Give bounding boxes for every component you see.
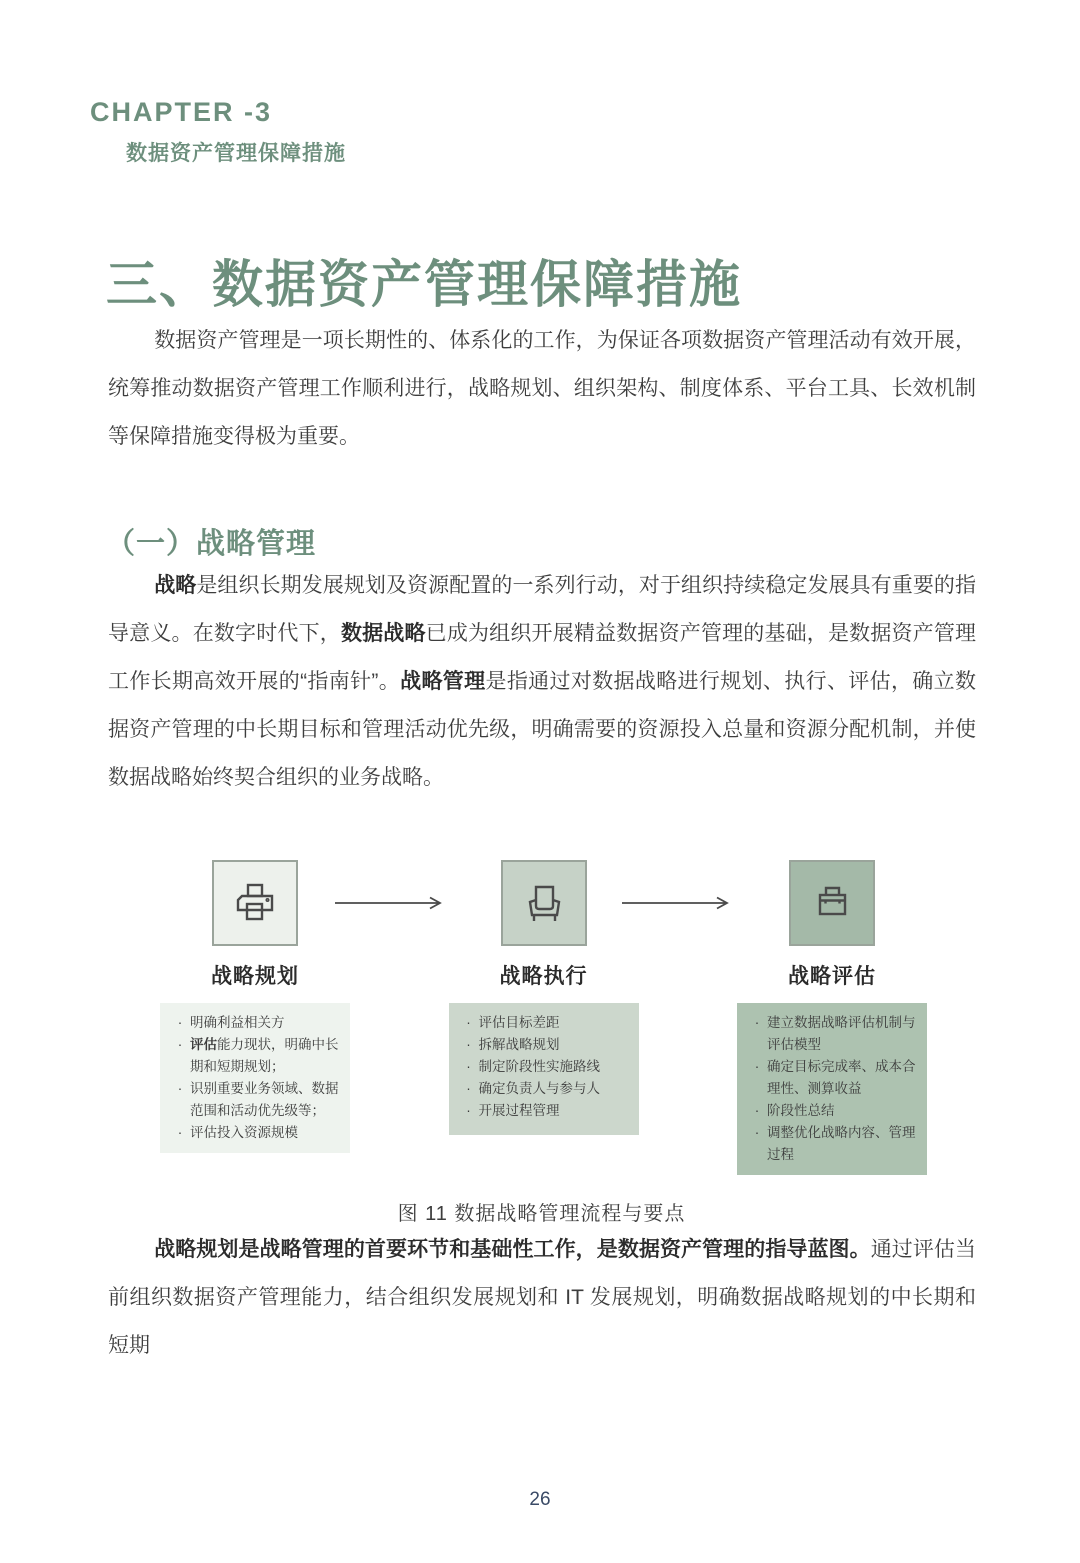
paragraph-segment: 是指通过对数据战略进行规划、执行、评估，确立数据资产管理的中长期目标和管理活动优先级，明确需要的资源投入总量和资源分配机制，并使数据战略始终契合组织的业务战略。 [108, 670, 976, 789]
list-item-text: 制定阶段性实施路线 [478, 1059, 600, 1074]
closing-paragraph [108, 1226, 976, 1370]
list-item [459, 1056, 633, 1078]
list-item [170, 1034, 344, 1078]
step-label: 战略规划 [211, 965, 299, 988]
list-item-text: 确定目标完成率、成本合理性、测算收益 [767, 1059, 916, 1096]
figure-caption: 图 11 数据战略管理流程与要点 [397, 1203, 686, 1225]
strategy-planning-icon-box [212, 860, 298, 946]
bold-term-strategy-management: 战略管理 [400, 670, 486, 693]
list-item [747, 1056, 921, 1100]
step-bullet-list [160, 1003, 350, 1153]
list-item [459, 1034, 633, 1056]
list-item-text: 评估能力现状，明确中长期和短期规划； [190, 1037, 339, 1074]
bullet-marker: · [177, 1037, 183, 1052]
page-number: 26 [529, 1489, 551, 1510]
step-bullet-list [737, 1003, 927, 1175]
bullet-marker: · [466, 1059, 471, 1074]
paragraph-segment: 是组织长期发展规划及资源配置的一系列行动，对于组织持续稳定发展具有重要的指导意义。在数字时代下， [108, 574, 977, 645]
strategy-process-figure [108, 860, 975, 1226]
bullet-marker: · [754, 1125, 760, 1140]
intro-paragraph: 数据资产管理是一项长期性的、体系化的工作，为保证各项数据资产管理活动有效开展，统筹推动数据资产管理工作顺利进行，战略规划、组织架构、制度体系、平台工具、长效机制等保障措施变得极为重要。 [108, 329, 976, 448]
list-item-text: 评估目标差距 [478, 1015, 560, 1030]
bold-term-data-strategy: 数据战略 [340, 622, 426, 645]
closing-regular-segment: 通过评估当前组织数据资产管理能力，结合组织发展规划和 IT 发展规划，明确数据战略规划的中长期和短期 [108, 1238, 976, 1357]
page-title: 三、数据资产管理保障措施 [106, 256, 743, 313]
list-item-text: 阶段性总结 [767, 1103, 835, 1118]
bullet-marker: · [466, 1081, 471, 1096]
step-label: 战略评估 [788, 965, 876, 988]
list-item-text: 建立数据战略评估机制与评估模型 [767, 1015, 916, 1052]
list-item-text: 确定负责人与参与人 [478, 1081, 600, 1096]
list-item-text: 评估投入资源规模 [190, 1125, 298, 1140]
flow-arrow-icon [333, 896, 448, 910]
chapter-header [90, 97, 1080, 167]
chapter-subtitle: 数据资产管理保障措施 [126, 142, 346, 165]
list-item [170, 1012, 344, 1034]
bullet-marker: · [466, 1103, 471, 1118]
bullet-marker: · [754, 1015, 760, 1030]
chapter-label: CHAPTER -3 [90, 97, 273, 127]
list-item [747, 1012, 921, 1056]
list-item-text: 识别重要业务领域、数据范围和活动优先级等； [190, 1081, 339, 1118]
closing-bold-segment: 战略规划是战略管理的首要环节和基础性工作，是数据资产管理的指导蓝图。 [154, 1238, 871, 1261]
list-item [170, 1078, 344, 1122]
bullet-marker: · [177, 1125, 183, 1140]
strategy-evaluation-icon-box [789, 860, 875, 946]
armchair-icon [520, 879, 568, 927]
flow-arrow-icon [620, 896, 735, 910]
paragraph-segment: 已成为组织开展精益数据资产管理的基础，是数据资产管理工作长期高效开展的“指南针”。 [108, 622, 977, 693]
bullet-marker: · [177, 1081, 183, 1096]
step-strategy-planning [160, 860, 350, 1175]
briefcase-icon [808, 879, 856, 927]
step-label: 战略执行 [499, 965, 588, 988]
list-item [747, 1122, 921, 1166]
list-item [459, 1012, 633, 1034]
list-item-text: 拆解战略规划 [478, 1037, 560, 1052]
bold-term-strategy: 战略 [154, 574, 197, 597]
list-item [459, 1100, 633, 1122]
bullet-marker: · [754, 1059, 760, 1074]
bullet-marker: · [466, 1015, 471, 1030]
strategy-execution-icon-box [501, 860, 587, 946]
step-strategy-execution [449, 860, 639, 1175]
list-item [170, 1122, 344, 1144]
list-item [747, 1100, 921, 1122]
list-item [459, 1078, 633, 1100]
section-heading-strategy: （一）战略管理 [106, 528, 317, 560]
list-item-text: 调整优化战略内容、管理过程 [767, 1125, 916, 1162]
bullet-marker: · [466, 1037, 471, 1052]
step-strategy-evaluation [737, 860, 927, 1175]
strategy-paragraph [108, 562, 976, 802]
list-item-text: 开展过程管理 [478, 1103, 560, 1118]
bullet-marker: · [177, 1015, 183, 1030]
bullet-marker: · [754, 1103, 760, 1118]
printer-icon [231, 879, 279, 927]
step-bullet-list [449, 1003, 639, 1135]
list-item-text: 明确利益相关方 [190, 1015, 285, 1030]
